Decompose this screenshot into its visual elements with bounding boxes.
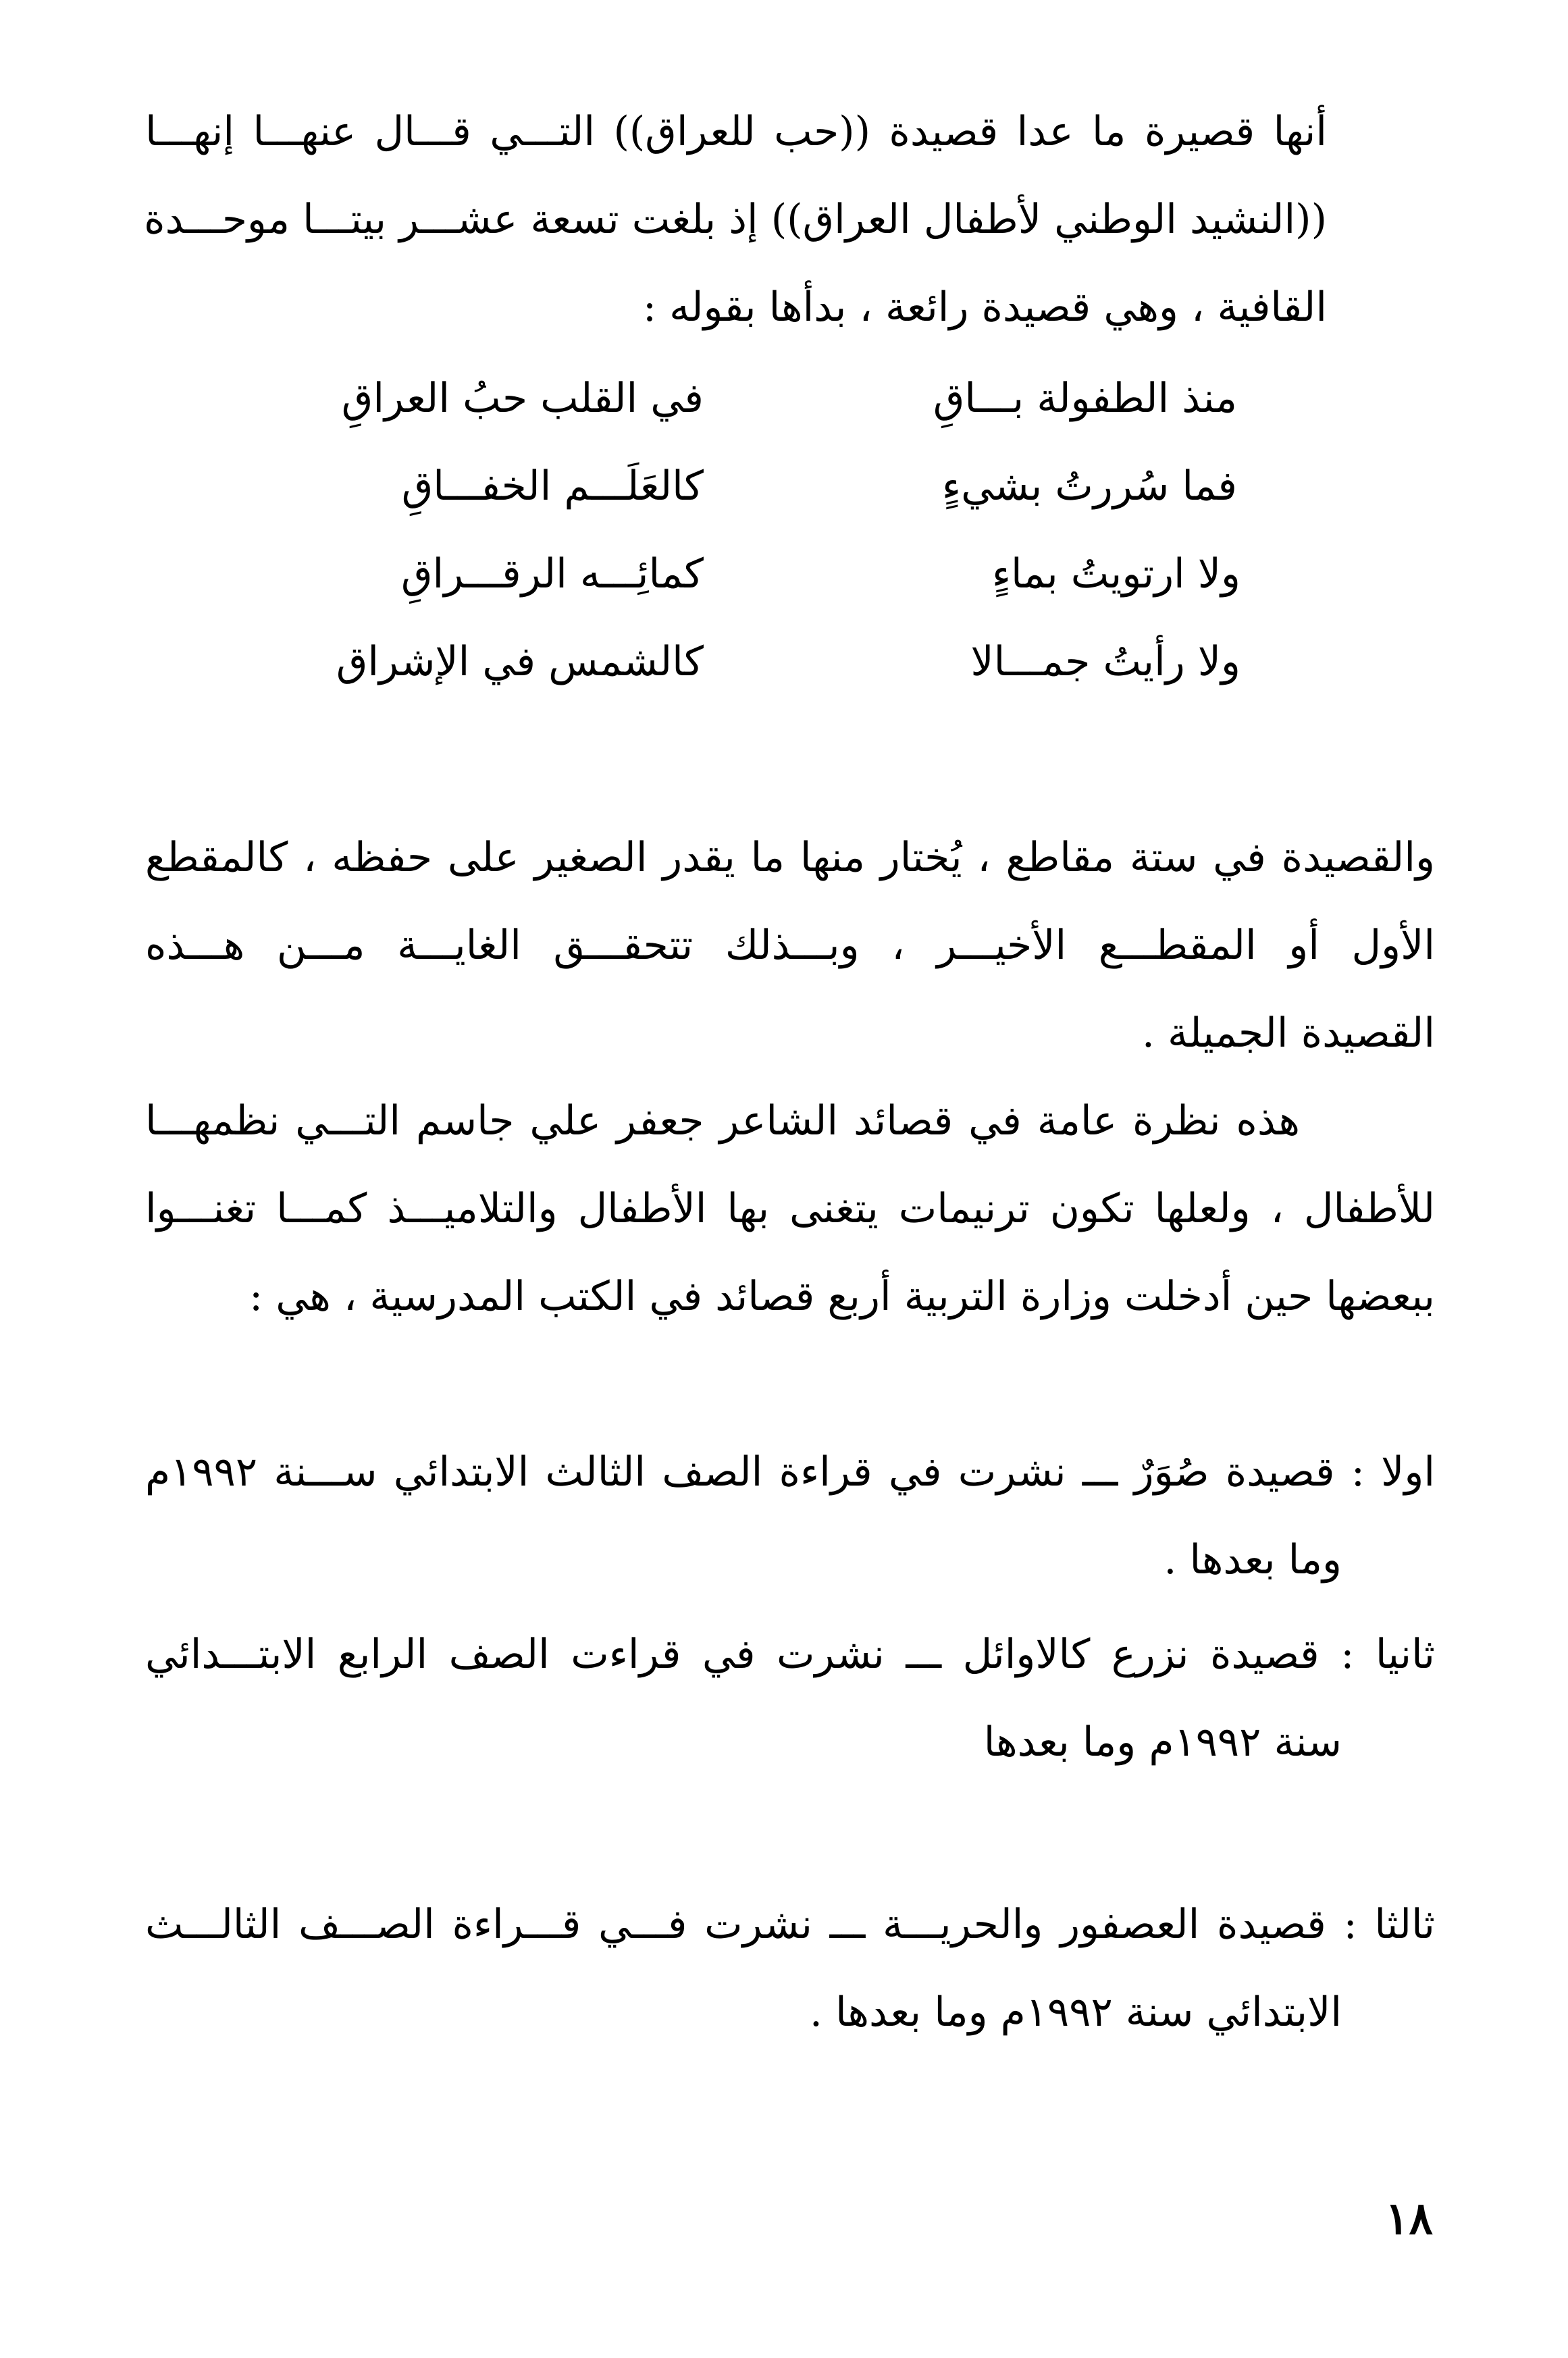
verse-1-second: في القلب حبُ العراقِ — [341, 375, 704, 422]
paragraph2-line-3: ببعضها حين أدخلت وزارة التربية أربع قصائد في الكتب المدرسية ، هي : — [249, 1273, 1435, 1320]
list-item-1-line-2: وما بعدها . — [1164, 1536, 1342, 1583]
intro-line-2: ((النشيد الوطني لأطفال العراق)) إذ بلغت تسعة عشـــر بيتـــا موحـــدة — [144, 196, 1327, 243]
verse-2-first: فما سُررتُ بشيءٍ — [941, 463, 1237, 510]
paragraph1-line-1: والقصيدة في ستة مقاطع ، يُختار منها ما يقدر الصغير على حفظه ، كالمقطع — [145, 834, 1435, 881]
page-number: ١٨ — [1385, 2192, 1433, 2245]
list-item-1-line-1: اولا : قصيدة صُوَرٌ ـــ نشرت في قراءة الصف الثالث الابتدائي ســـنة ١٩٩٢م — [145, 1448, 1435, 1496]
paragraph1-line-3: القصيدة الجميلة . — [1141, 1010, 1435, 1057]
paragraph2-line-2: للأطفال ، ولعلها تكون ترنيمات يتغنى بها الأطفال والتلاميـــذ كمـــا تغنـــوا — [145, 1185, 1435, 1232]
list-item-3-line-2: الابتدائي سنة ١٩٩٢م وما بعدها . — [809, 1989, 1342, 2036]
list-item-2-line-2: سنة ١٩٩٢م وما بعدها — [983, 1719, 1342, 1766]
verse-2-second: كالعَلَـــم الخفـــاقِ — [401, 463, 704, 510]
verse-1-first: منذ الطفولة بـــاقِ — [933, 375, 1237, 422]
intro-line-1: أنها قصيرة ما عدا قصيدة ((حب للعراق)) التـــي قـــال عنهـــا إنهـــا — [145, 108, 1327, 155]
verse-3-second: كمائِـــه الرقـــراقِ — [400, 550, 704, 598]
paragraph1-line-2: الأول أو المقطـــع الأخيـــر ، وبـــذلك تتحقـــق الغايـــة مـــن هـــذه — [145, 922, 1435, 969]
verse-4-first: ولا رأيتُ جمـــالا — [970, 638, 1240, 685]
verse-3-first: ولا ارتويتُ بماءٍ — [991, 550, 1240, 598]
paragraph2-line-1: هذه نظرة عامة في قصائد الشاعر جعفر علي جاسم التـــي نظمهـــا — [145, 1097, 1300, 1145]
list-item-3-line-1: ثالثا : قصيدة العصفور والحريـــة ـــ نشرت فـــي قـــراءة الصـــف الثالـــث — [145, 1901, 1435, 1948]
intro-line-3: القافية ، وهي قصيدة رائعة ، بدأها بقوله : — [642, 284, 1327, 331]
verse-4-second: كالشمس في الإشراق — [336, 638, 704, 685]
list-item-2-line-1: ثانيا : قصيدة نزرع كالاوائل ـــ نشرت في قراءت الصف الرابع الابتـــدائي — [145, 1631, 1435, 1678]
